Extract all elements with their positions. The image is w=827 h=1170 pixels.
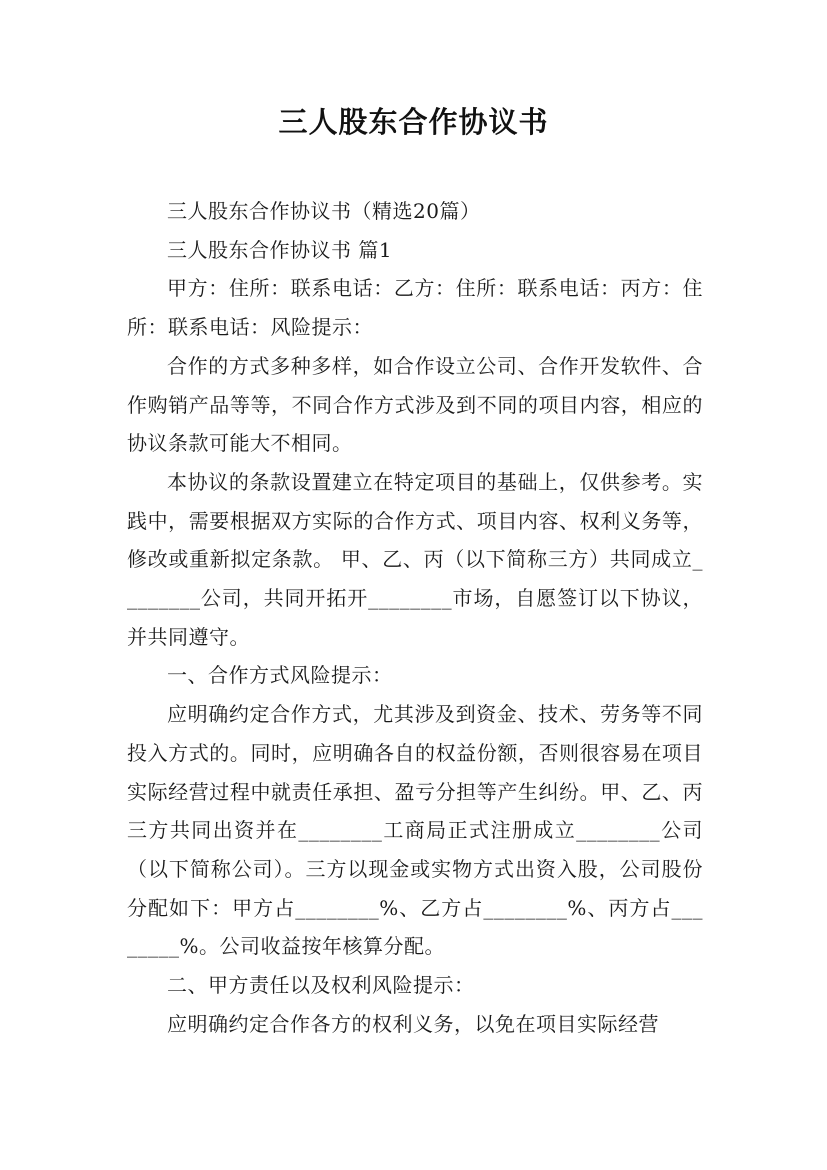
paragraph-section-heading: 三人股东合作协议书 篇1 <box>167 237 393 262</box>
paragraph-agreement-basis: 本协议的条款设置建立在特定项目的基础上，仅供参考。实践中，需要根据双方实际的合作方式、项目内容、权利义务等，修改或重新拟定条款。 甲、乙、丙（以下简称三方）共同成立________公司，共同开拓开________市场，自愿签订以下协议，并共同遵守。 <box>127 469 703 649</box>
paragraph-rights-obligations: 应明确约定合作各方的权利义务，以免在项目实际经营 <box>167 1011 659 1036</box>
document-title: 三人股东合作协议书 <box>278 105 549 139</box>
paragraph-cooperation-methods: 合作的方式多种多样，如合作设立公司、合作开发软件、合作购销产品等等，不同合作方式涉及到不同的项目内容，相应的协议条款可能大不相同。 <box>127 353 703 456</box>
document-body <box>127 192 703 1043</box>
paragraph-heading-party-a: 二、甲方责任以及权利风险提示： <box>167 973 475 998</box>
paragraph-cooperation-terms: 应明确约定合作方式，尤其涉及到资金、技术、劳务等不同投入方式的。同时，应明确各自的权益份额，否则很容易在项目实际经营过程中就责任承担、盈亏分担等产生纠纷。甲、乙、丙三方共同出资并在________工商局正式注册成立________公司（以下简称公司）。三方以现金或实物方式出资入股，公司股份分配如下：甲方占________%、乙方占________%、丙方占________%。公司收益按年核算分配。 <box>127 702 703 959</box>
paragraph-heading-cooperation-risk: 一、合作方式风险提示： <box>167 663 393 688</box>
paragraph-subtitle: 三人股东合作协议书（精选20篇） <box>167 199 481 223</box>
paragraph-parties: 甲方：住所：联系电话：乙方：住所：联系电话：丙方：住所：联系电话：风险提示： <box>127 276 703 340</box>
